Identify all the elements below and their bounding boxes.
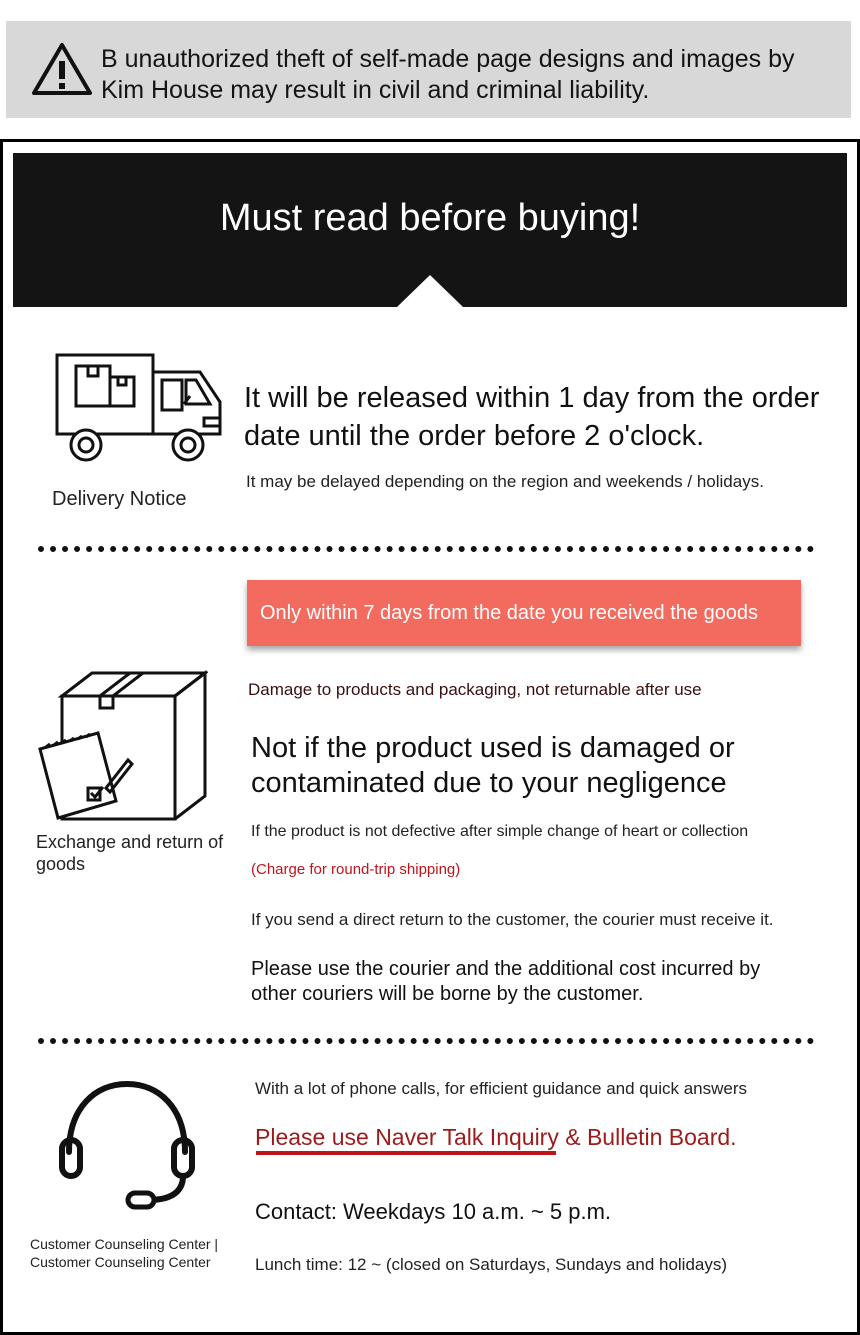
box-and-form-icon [36,670,208,822]
direct-return-note: If you send a direct return to the customer, the courier must receive it. [251,910,774,929]
round-trip-charge-note: (Charge for round-trip shipping) [251,861,461,878]
header-banner [13,153,847,307]
lunch-time: Lunch time: 12 ~ (closed on Saturdays, Sundays and holidays) [255,1255,728,1274]
header-notch [397,275,463,307]
contact-hours: Contact: Weekdays 10 a.m. ~ 5 p.m. [255,1199,612,1224]
section-divider [38,546,814,552]
warning-text: B unauthorized theft of self-made page designs and images by Kim House may result in civil and criminal liability. [101,45,795,104]
return-window-text: Only within 7 days from the date you received the goods [260,602,759,624]
return-window-notice [247,580,801,646]
damage-note: Damage to products and packaging, not returnable after use [248,680,702,699]
exchange-return-label: Exchange and return of goods [36,832,224,874]
counseling-intro: With a lot of phone calls, for efficient guidance and quick answers [255,1079,748,1098]
delivery-truck-icon [52,352,224,464]
naver-talk-link[interactable]: Please use Naver Talk Inquiry & Bulletin Board. [255,1124,737,1150]
headset-icon [58,1080,196,1212]
change-of-heart-note: If the product is not defective after simple change of heart or collection [251,823,749,840]
counseling-center-label: Customer Counseling Center | Customer Counseling Center [30,1236,219,1270]
exchange-headline: Not if the product used is damaged or contaminated due to your negligence [251,732,735,799]
delivery-headline: It will be released within 1 day from the order date until the order before 2 o'clock. [244,382,820,452]
courier-note: Please use the courier and the additional cost incurred by other couriers will be borne by the customer. [251,958,761,1005]
delivery-note: It may be delayed depending on the region and weekends / holidays. [246,472,764,491]
section-divider [38,1038,814,1044]
delivery-notice-label: Delivery Notice [52,488,187,510]
highlight-underline [256,1151,556,1155]
page-title: Must read before buying! [219,197,641,239]
warning-banner [6,21,851,118]
warning-triangle-icon [30,41,94,97]
